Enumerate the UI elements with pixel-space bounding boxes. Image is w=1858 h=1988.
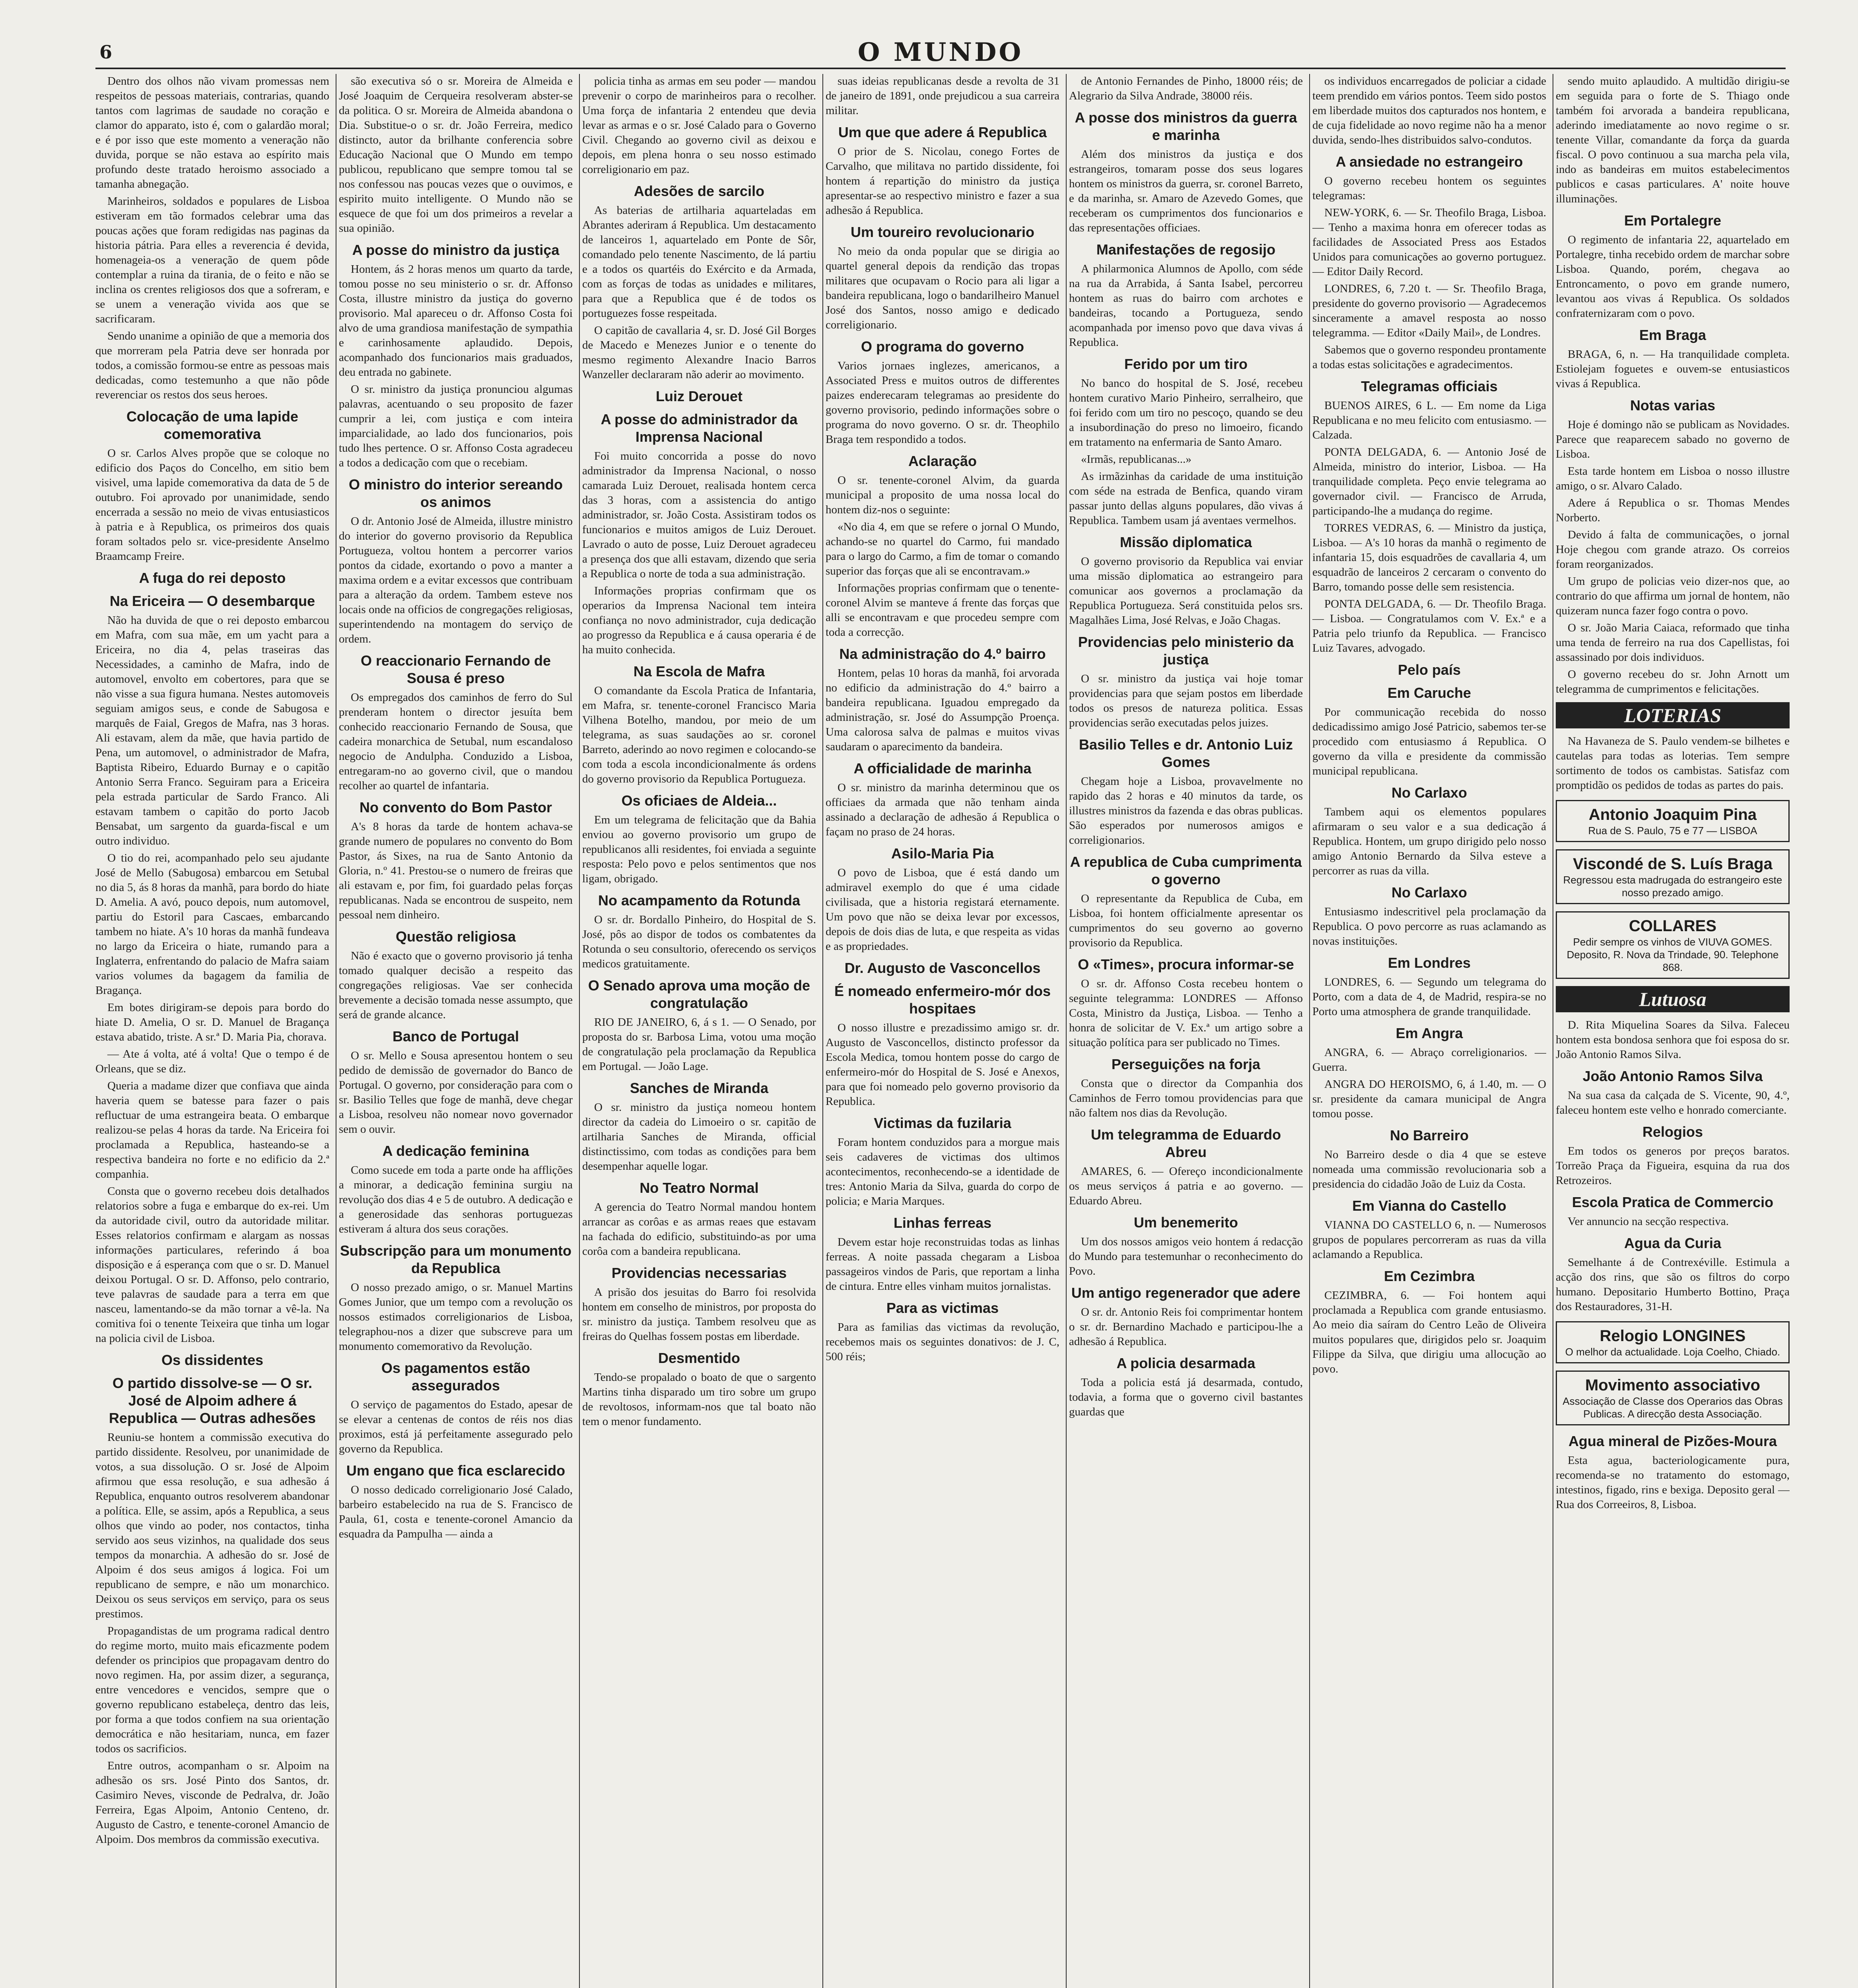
article-paragraph: A philarmonica Alumnos de Apollo, com séde na rua da Arrabida, á Santa Isabel, percorreu hontem as ruas do bairro com archotes e bandeiras, tocando a Portugueza, sendo acompanhada por imenso povo que dava vivas á Republica. — [1069, 262, 1303, 349]
article-paragraph: Esta tarde hontem em Lisboa o nosso illustre amigo, o sr. Alvaro Calado. — [1556, 465, 1790, 492]
article-heading: Para as victimas — [886, 1300, 999, 1316]
article-heading: Aclaração — [908, 453, 977, 469]
article-heading: A policia desarmada — [1116, 1355, 1256, 1371]
article-paragraph: Tendo-se propalado o boato de que o sargento Martins tinha disparado um tiro sobre um grupo de revoltosos, informam-nos que tal boato não tem o menor fundamento. — [582, 1371, 816, 1428]
column-divider — [579, 74, 580, 1988]
article-paragraph: O sr. João Maria Caiaca, reformado que tinha uma tenda de ferreiro na rua dos Capellistas, foi assassinado por dois individuos. — [1556, 621, 1790, 664]
advertisement — [1556, 911, 1790, 979]
article-heading: Na Ericeira — O desembarque — [109, 593, 315, 609]
article-paragraph: ANGRA, 6. — Abraço correligionarios. — Guerra. — [1312, 1046, 1546, 1074]
article-paragraph: O prior de S. Nicolau, conego Fortes de Carvalho, que militava no partido dissidente, foi hontem á repartição do ministro da justiça apresentar-se ao respectivo ministro e fazer a sua adhesão á Republica. — [826, 145, 1059, 217]
article-paragraph: BRAGA, 6, n. — Ha tranquilidade completa. Estiolejam foguetes e ouvem-se entusiasticos vivas á Republica. — [1556, 348, 1790, 390]
article-paragraph: Consta que o governo recebeu dois detalhados relatorios sobre a fuga e embarque do ex-rei. Um da autoridade civil, outro da autoridade militar. Esses relatorios confirmam e alargam as nossas informações particulares, referindo á boa disposição e á esperança com que o sr. D. Manuel deixou Portugal. O sr. D. Affonso, pelo contrario, teve palavras de saudade para a terra em que nasceu, lamentando-se da mão tornar a vê-la. Na comitiva foi o tenente Teixeira que tinha um logar na policia civil de Lisboa. — [95, 1185, 329, 1345]
article-heading: No Barreiro — [1390, 1127, 1469, 1143]
article-paragraph: O governo recebeu hontem os seguintes telegramas: — [1312, 175, 1546, 202]
article-paragraph: O sr. dr. Antonio Reis foi comprimentar hontem o sr. dr. Bernardino Machado e participou-lhe a adhesão á Republica. — [1069, 1306, 1303, 1348]
column-7 — [1556, 74, 1790, 1988]
section-banner: LOTERIAS — [1556, 702, 1790, 728]
article-paragraph: O sr. ministro da justiça nomeou hontem director da cadeia do Limoeiro o sr. capitão de artilharia Sanches de Miranda, official distinctissimo, com todas as condições para bem desempenhar aquelle logar. — [582, 1101, 816, 1173]
advertisement-text: O melhor da actualidade. Loja Coelho, Chiado. — [1565, 1346, 1780, 1358]
columns-container — [95, 74, 1790, 1988]
article-paragraph: Entre outros, acompanham o sr. Alpoim na adhesão os srs. José Pinto dos Santos, dr. Casimiro Neves, visconde de Pedralva, dr. João Ferreira, Egas Alpoim, Antonio Centeno, dr. Augusto de Castro, e tenente-coronel Amancio de Alpoim. Dos membros da commissão executiva. — [95, 1759, 329, 1846]
article-heading: É nomeado enfermeiro-mór dos hospitaes — [834, 983, 1051, 1017]
article-paragraph: TORRES VEDRAS, 6. — Ministro da justiça, Lisboa. — A's 10 horas da manhã o regimento de infantaria 15, dois esquadrões de cavallaria 4, um esquadrão de lanceiros 2 cercaram o convento do Barro, tomando posse delle sem resistencia. — [1312, 522, 1546, 593]
article-heading: Agua mineral de Pizões-Moura — [1568, 1433, 1777, 1449]
article-heading: Um telegramma de Eduardo Abreu — [1090, 1126, 1281, 1160]
article-paragraph: «No dia 4, em que se refere o jornal O Mundo, achando-se no quartel do Carmo, fui mandado para o largo do Carmo, a fim de tomar o comando superior das forças que ali se encontravam.» — [826, 520, 1059, 577]
article-paragraph: AMARES, 6. — Ofereço incondicionalmente os meus serviços á patria e ao governo. — Eduardo Abreu. — [1069, 1165, 1303, 1207]
article-heading: Em Vianna do Castello — [1352, 1198, 1506, 1214]
article-paragraph: O representante da Republica de Cuba, em Lisboa, foi hontem officialmente apresentar os cumprimentos do seu governo ao governo provisorio da Republica. — [1069, 892, 1303, 949]
article-heading: Na administração do 4.º bairro — [839, 646, 1046, 662]
article-heading: A dedicação feminina — [382, 1143, 529, 1159]
article-paragraph: Foram hontem conduzidos para a morgue mais seis cadaveres de victimas dos ultimos acontecimentos, reconhecendo-se a identidade de tres: Antonio Maria da Silva, guarda do corpo de policia; e Maria Marques. — [826, 1136, 1059, 1208]
article-heading: Questão religiosa — [395, 928, 516, 945]
article-heading: Manifestações de regosijo — [1096, 241, 1276, 258]
advertisement — [1556, 1321, 1790, 1363]
article-heading: Na Escola de Mafra — [633, 663, 765, 679]
advertisement-text: Regressou esta madrugada do estrangeiro este nosso prezado amigo. — [1563, 874, 1782, 899]
article-paragraph: A prisão dos jesuitas do Barro foi resolvida hontem em conselho de ministros, por proposta do sr. ministro da justiça. Tambem resolveu que as freiras do Quelhas fossem postas em liberdade. — [582, 1286, 816, 1343]
advertisement-text: Rua de S. Paulo, 75 e 77 — LISBOA — [1588, 825, 1757, 837]
article-heading: A ansiedade no estrangeiro — [1335, 153, 1523, 170]
article-paragraph: PONTA DELGADA, 6. — Antonio José de Almeida, ministro do interior, Lisboa. — Ha tranquilidade completa. Peço envie telegrama ao governador civil. — Francisco de Arruda, participando-lhe a mudança do regime. — [1312, 446, 1546, 517]
article-heading: Relogios — [1642, 1124, 1703, 1140]
article-paragraph: Não ha duvida de que o rei deposto embarcou em Mafra, com sua mãe, em um yacht para a Ericeira, no dia 4, pelas traseiras das Necessidades, a caminho de Mafra, indo de automovel, envolto em cobertores, para que se não visse a sua figura humana. Nestes automoveis seguiam amigos seus, e conde de Sabugosa e marquês de Faial, Gregos de Mafra, nas 3 horas. Ali estavam, alem da mãe, que havia partido de Pena, um automovel, o administrador de Mafra, Baptista Ribeiro, Eduardo Burnay e o capitão Antonio Serra Franco. Seguiram para a Ericeira pela estrada particular de Sardo Franco. Ali estavam tambem o capitão do porto Jacob Bensabat, um sargento da guarda-fiscal e um outro individuo. — [95, 614, 329, 847]
article-paragraph: Informações proprias confirmam que os operarios da Imprensa Nacional tem inteira confiança no novo administrador, cuja dedicação ao progresso da Republica e á causa operaria é de ha muito conhecida. — [582, 584, 816, 656]
article-heading: A posse do administrador da Imprensa Nacional — [601, 411, 798, 445]
article-paragraph: Adere á Republica o sr. Thomas Mendes Norberto. — [1556, 497, 1790, 524]
article-paragraph: O tio do rei, acompanhado pelo seu ajudante José de Mello (Sabugosa) embarcou em Setubal no dia 5, ás 8 horas da manhã, para bordo do hiate D. Amelia. A avó, pouco depois, num automovel, partiu do Estoril para Cascaes, embarcando tambem no hiate. A's 10 horas da manhã fundeava no largo da Ericeira o hiate, rumando para a Inglaterra, enfrentando do palacio de Mafra saiam varios volumes da bagagem da familia de Bragança. — [95, 852, 329, 997]
article-paragraph: A gerencia do Teatro Normal mandou hontem arrancar as corôas e as armas reaes que estavam na fachada do edificio, substituindo-as por uma corôa com a bandeira republicana. — [582, 1201, 816, 1258]
article-heading: Ferido por um tiro — [1124, 356, 1248, 372]
article-paragraph: Chegam hoje a Lisboa, provavelmente no rapido das 2 horas e 40 minutos da tarde, os illustres ministros da fazenda e das obras publicas. São esperados por numerosos amigos e correligionarios. — [1069, 775, 1303, 846]
article-paragraph: O sr. dr. Affonso Costa recebeu hontem o seguinte telegramma: LONDRES — Affonso Costa, Ministro da Justiça, Lisboa. — Tenho a honra de solicitar de V. Ex.ª um artigo sobre a situação política para ser publicado no Times. — [1069, 977, 1303, 1049]
article-heading: Um toureiro revolucionario — [850, 224, 1035, 240]
advertisement-title: COLLARES — [1629, 917, 1716, 935]
article-paragraph: Como sucede em toda a parte onde ha afflições a minorar, a dedicação feminina surgiu na revolução dos dias 4 e 5 de outubro. A dedicação e a generosidade das senhoras portuguezas estiveram á altura dos seus corações. — [339, 1164, 573, 1235]
article-paragraph: As irmãzinhas da caridade de uma instituição com séde na estrada de Benfica, quando viram passar junto dellas alguns populares, dão vivas á Republica. Tambem usam já aventaes vermelhos. — [1069, 470, 1303, 527]
article-paragraph: suas ideias republicanas desde a revolta de 31 de janeiro de 1891, onde prejudicou a sua carreira militar. — [826, 75, 1059, 117]
article-paragraph: O sr. ministro da justiça pronunciou algumas palavras, acentuando o seu proposito de fazer cumprir a lei, com justiça e com inteira imparcialidade, ao lado dos funcionarios, pois tudo lhes pertence. O sr. Affonso Costa agradeceu a todos a dedicação com que o recebiam. — [339, 383, 573, 469]
advertisement-text: Pedir sempre os vinhos de VIUVA GOMES. Deposito, R. Nova da Trindade, 90. Telephone 868. — [1566, 936, 1779, 973]
article-paragraph: Não é exacto que o governo provisorio já tenha tomado qualquer decisão a respeito das congregações religiosas. Vae ser conhecida brevemente a decisão tomada nesse assumpto, que será de grande alcance. — [339, 949, 573, 1021]
article-paragraph: O capitão de cavallaria 4, sr. D. José Gil Borges de Macedo e Menezes Junior e o tenente do mesmo regimento Alexandre Inacio Barros Wanzeller declararam não aderir ao movimento. — [582, 324, 816, 381]
advertisement-title: Movimento associativo — [1585, 1376, 1761, 1394]
article-heading: Perseguições na forja — [1111, 1056, 1261, 1072]
article-paragraph: Reuniu-se hontem a commissão executiva do partido dissidente. Resolveu, por unanimidade de votos, a sua dissolução. O sr. José de Alpoim afirmou que essa resolução, e sua adhesão á Republica, enquanto outros resolverem abandonar a política. Elle, se assim, após a Republica, a seus olhos que vindo ao poder, nos contactos, tinha servido aos seus vizinhos, na qualidade dos seus tempos da monarchia. A adhesão do sr. José de Alpoim é dos seus amigos á logica. Foi um republicano de sempre, e não um monarchico. Deixou os seus serviços em serviço, para os seus prestimos. — [95, 1431, 329, 1620]
article-heading: Adesões de sarcilo — [634, 183, 765, 199]
article-heading: Em Braga — [1639, 327, 1706, 343]
article-paragraph: D. Rita Miquelina Soares da Silva. Faleceu hontem esta bondosa senhora que foi esposa do sr. João Antonio Ramos Silva. — [1556, 1019, 1790, 1061]
article-paragraph: NEW-YORK, 6. — Sr. Theofilo Braga, Lisboa. — Tenho a maxima honra em oferecer todas as facilidades de Associated Press aos Estados Unidos para comunicações ao governo portuguez. — Editor Daily Record. — [1312, 206, 1546, 278]
column-divider — [1309, 74, 1310, 1988]
article-paragraph: Esta agua, bacteriologicamente pura, recomenda-se no tratamento do estomago, intestinos, figado, rins e bexiga. Deposito geral — Rua dos Correeiros, 8, Lisboa. — [1556, 1454, 1790, 1511]
article-heading: Desmentido — [658, 1350, 740, 1366]
article-heading: Banco de Portugal — [392, 1028, 519, 1044]
article-paragraph: Consta que o director da Companhia dos Caminhos de Ferro tomou providencias para que não faltem nos dias da Revolução. — [1069, 1077, 1303, 1119]
article-heading: A posse dos ministros da guerra e marinha — [1075, 109, 1297, 143]
article-paragraph: No banco do hospital de S. José, recebeu hontem curativo Mario Pinheiro, serralheiro, que foi ferido com um tiro no pescoço, quando se deu a insubordinação do preso no limoeiro, ficando em tratamento na enfermaria de Santo Amaro. — [1069, 377, 1303, 448]
column-divider — [1066, 74, 1067, 1988]
article-heading: Colocação de uma lapide comemorativa — [126, 408, 299, 442]
article-heading: Dr. Augusto de Vasconcellos — [844, 960, 1041, 976]
article-paragraph: O dr. Antonio José de Almeida, illustre ministro do interior do governo provisorio da Republica Portugueza, voltou hontem a percorrer varios pontos da cidade, exortando o povo a manter a maxima ordem e a evitar excessos que contribuam para a alteração da ordem. Tambem esteve nos locais onde na officios de congregações religiosas, superintendendo na montagem do serviço de ordem. — [339, 515, 573, 645]
article-paragraph: Informações proprias confirmam que o tenente-coronel Alvim se manteve á frente das forças que alli se encontravam e que procedeu sempre com toda a correcção. — [826, 582, 1059, 639]
article-heading: Um antigo regenerador que adere — [1071, 1285, 1301, 1301]
article-paragraph: Propagandistas de um programa radical dentro do regime morto, muito mais eficazmente podem defender os principios que propagavam dentro do novo regimen. Ha, por assim dizer, a segurança, entre vencedores e vencidos, sempre que o governo republicano estabeleça, dentro das leis, por forma a que todos confiem na sua orientação democrática e não hesitariam, nunca, em fazer todos os sacrificios. — [95, 1625, 329, 1755]
article-paragraph: Os empregados dos caminhos de ferro do Sul prenderam hontem o director jesuíta bem conhecido reaccionario Fernando de Sousa, que cadeira monarchica de Setubal, num escandaloso negocio de Andulpha. Conduzido a Lisboa, entregaram-no ao governo civil, que o mandou recolher ao quartel de infantaria. — [339, 691, 573, 792]
article-heading: O partido dissolve-se — O sr. José de Alpoim adhere á Republica — Outras adhesões — [109, 1375, 316, 1426]
advertisement-title: Relogio LONGINES — [1600, 1327, 1746, 1345]
advertisement — [1556, 1371, 1790, 1425]
article-heading: No Carlaxo — [1391, 784, 1467, 801]
column-5 — [1069, 74, 1303, 1988]
article-paragraph: Entusiasmo indescritivel pela proclamação da Republica. O povo percorre as ruas aclamando as novas instituições. — [1312, 905, 1546, 947]
article-heading: Os oficiaes de Aldeia... — [621, 792, 777, 809]
article-paragraph: Por communicação recebida do nosso dedicadissimo amigo José Patricio, sabemos ter-se procedido com entusiasmo á Republica. O governo da villa e presidente da commissão municipal republicana. — [1312, 706, 1546, 777]
article-heading: Notas varias — [1630, 397, 1716, 414]
article-paragraph: Devem estar hoje reconstruidas todas as linhas ferreas. A noite passada chegaram a Lisboa passageiros vindos de Paris, que reportam a linha de cintura. Entre elles vinham muitos jornalistas. — [826, 1236, 1059, 1293]
article-heading: O programa do governo — [861, 338, 1024, 355]
article-paragraph: Toda a policia está já desarmada, contudo, todavia, a forma que o governo civil bastantes guardas que — [1069, 1376, 1303, 1418]
article-heading: Em Angra — [1395, 1025, 1463, 1041]
article-paragraph: Devido á falta de communicações, o jornal Hoje chegou com grande atrazo. Os correios foram reorganizados. — [1556, 528, 1790, 571]
article-heading: No Teatro Normal — [639, 1180, 759, 1196]
newspaper-title: O MUNDO — [857, 37, 1024, 67]
article-heading: Um engano que fica esclarecido — [346, 1462, 566, 1479]
article-paragraph: As baterias de artilharia aquarteladas em Abrantes aderiram á Republica. Um destacamento de lanceiros 1, aquartelado em Ponte de Sôr, comandado pelo tenente Nascimento, de lá partiu e a todos os quartéis do Exército e da Armada, com as forças de todas as unidades e militares, para que a Republica que é de todos os portuguezes fosse respeitada. — [582, 204, 816, 320]
article-paragraph: O sr. tenente-coronel Alvim, da guarda municipal a proposito de uma nossa local do hontem diz-nos o seguinte: — [826, 474, 1059, 516]
article-paragraph: Hontem, ás 2 horas menos um quarto da tarde, tomou posse no seu ministerio o sr. dr. Affonso Costa, illustre ministro da justiça do governo provisorio. Mal apareceu o dr. Affonso Costa foi alvo de uma grandiosa manifestação de sympathia e carinhosamente aplaudido. Depois, acompanhado dos funcionarios mais graduados, deu entrada no gabinete. — [339, 263, 573, 379]
article-heading: Os dissidentes — [161, 1352, 264, 1368]
article-heading: Linhas ferreas — [893, 1215, 992, 1231]
column-divider — [822, 74, 823, 1988]
column-4 — [826, 74, 1059, 1988]
advertisement-title: Antonio Joaquim Pina — [1588, 806, 1757, 823]
article-heading: Um que que adere á Republica — [838, 124, 1047, 140]
article-paragraph: RIO DE JANEIRO, 6, á s 1. — O Senado, por proposta do sr. Barbosa Lima, votou uma moção de congratulação pela proclamação da Republica em Portugal. — João Lage. — [582, 1016, 816, 1073]
article-paragraph: O nosso prezado amigo, o sr. Manuel Martins Gomes Junior, que um tempo com a revolução os nossos estimados correligionarios de Lisboa, telegraphou-nos a dizer que subscreve para um monumento comemorativo da Revolução. — [339, 1281, 573, 1353]
masthead — [95, 37, 1786, 69]
article-paragraph: LONDRES, 6. — Segundo um telegrama do Porto, com a data de 4, de Madrid, respira-se no Porto uma atmosphera de grande tranquilidade. — [1312, 976, 1546, 1018]
article-paragraph: O sr. ministro da justiça vai hoje tomar providencias para que sejam postos em liberdade todos os presos de natureza politica. Essas providencias serão executadas pelos juizes. — [1069, 672, 1303, 729]
article-heading: Sanches de Miranda — [630, 1080, 769, 1096]
article-paragraph: Um grupo de policias veio dizer-nos que, ao contrario do que affirma um jornal de hontem, não quizeram nunca fazer fogo contra o povo. — [1556, 575, 1790, 617]
article-heading: O «Times», procura informar-se — [1078, 956, 1294, 973]
article-paragraph: Hoje é domingo não se publicam as Novidades. Parece que reaparecem sabado no governo de Lisboa. — [1556, 418, 1790, 460]
article-paragraph: O sr. Mello e Sousa apresentou hontem o seu pedido de demissão de governador do Banco de Portugal. O governo, por consideração para com o sr. Basilio Telles que foge de manhã, deve chegar a Lisboa, resolveu não nomear novo governador sem o ouvir. — [339, 1049, 573, 1136]
article-heading: João Antonio Ramos Silva — [1582, 1068, 1763, 1084]
article-paragraph: Em botes dirigiram-se depois para bordo do hiate D. Amelia, O sr. D. Manuel de Bragança estava abatido, triste. A sr.ª D. Maria Pia, chorava. — [95, 1001, 329, 1043]
article-paragraph: O sr. dr. Bordallo Pinheiro, do Hospital de S. José, pôs ao dispor de todos os combatentes da Rotunda o seu consultorio, oferecendo os serviços medicos gratuitamente. — [582, 913, 816, 970]
article-heading: A posse do ministro da justiça — [352, 242, 560, 258]
article-paragraph: Na sua casa da calçada de S. Vicente, 90, 4.º, faleceu hontem este velho e honrado comerciante. — [1556, 1089, 1790, 1116]
article-paragraph: Sabemos que o governo respondeu prontamente a todas estas solicitações e agradecimentos. — [1312, 344, 1546, 371]
article-paragraph: Semelhante á de Contrexéville. Estimula a acção dos rins, que são os filtros do corpo humano. Depositario Humberto Bottino, Praça dos Restauradores, 31-H. — [1556, 1256, 1790, 1313]
article-paragraph: No Barreiro desde o dia 4 que se esteve nomeada uma commissão revolucionaria sob a presidencia do cidadão João de Luiz da Costa. — [1312, 1148, 1546, 1190]
article-paragraph: O sr. Carlos Alves propõe que se coloque no edificio dos Paços do Concelho, em sitio bem visivel, uma lapide comemorativa da data de 5 de outubro. Foi aprovado por unanimidade, sendo encerrada a sessão no meio de vivas entusiasticos à patria e à Republica, os primeiros dos quais foram soltados pelo sr. vice-presidente Anselmo Braamcamp Freire. — [95, 447, 329, 563]
column-6 — [1312, 74, 1546, 1988]
article-paragraph: Na Havaneza de S. Paulo vendem-se bilhetes e cautelas para todas as loterias. Tem sempre sortimento de todos os cambistas. Satisfaz com promptidão os pedidos de todas as partes do pais. — [1556, 735, 1790, 792]
article-paragraph: Além dos ministros da justiça e dos estrangeiros, tomaram posse dos seus logares hontem os ministros da guerra, sr. coronel Barreto, e da marinha, sr. Amaro de Azevedo Gomes, que receberam os cumprimentos dos funcionarios e das representações officiaes. — [1069, 148, 1303, 234]
article-paragraph: LONDRES, 6, 7.20 t. — Sr. Theofilo Braga, presidente do governo provisorio — Agradecemos sinceramente a amavel resposta ao nosso telegramma. — Editor «Daily Mail», de Londres. — [1312, 282, 1546, 339]
article-paragraph: — Ate á volta, até á volta! Que o tempo é de Orleans, que se diz. — [95, 1048, 329, 1075]
article-paragraph: são executiva só o sr. Moreira de Almeida e José Joaquim de Cerqueira resolveram abster-se da politica. O sr. Moreira de Almeida abandona o Dia. Substitue-o o sr. dr. João Ferreira, medico distincto, autor da brilhante conferencia sobre Educação Nacional que O Mundo em tempo publicou, republicano que sempre tomou tal se nos confessou nas poucas vezes que o ouvimos, e espirito muito intelligente. O Mundo não se esquece de que foi um dos primeiros a revelar a sua opinião. — [339, 75, 573, 235]
article-heading: Missão diplomatica — [1119, 534, 1252, 550]
article-heading: Providencias pelo ministerio da justiça — [1078, 634, 1294, 668]
column-3 — [582, 74, 816, 1988]
article-paragraph: ANGRA DO HEROISMO, 6, á 1.40, m. — O sr. presidente da camara municipal de Angra tomou posse. — [1312, 1078, 1546, 1120]
article-heading: O Senado aprova uma moção de congratulação — [588, 977, 810, 1011]
article-paragraph: Sendo unanime a opinião de que a memoria dos que morreram pela Patria deve ser honrada por todos, a comissão formou-se entre as pessoas mais dedicadas, como testemunho a que não pôde reverenciar os restos dos seus heroes. — [95, 330, 329, 401]
article-heading: O reaccionario Fernando de Sousa é preso — [360, 652, 551, 686]
article-paragraph: O governo recebeu do sr. John Arnott um telegramma de cumprimentos e felicitações. — [1556, 668, 1790, 695]
article-heading: No Carlaxo — [1391, 884, 1467, 901]
article-paragraph: Queria a madame dizer que confiava que ainda haveria quem se batesse para fazer o pais refluctuar de uma estrangeira beata. O embarque realizou-se pelas 4 horas da tarde. Na Ericeira foi proclamada a Republica, hasteando-se a respectiva bandeira no forte e no edificio da 2.ª companhia. — [95, 1079, 329, 1180]
article-heading: Telegramas officiais — [1361, 378, 1498, 394]
article-paragraph: Varios jornaes inglezes, americanos, a Associated Press e muitos outros de differentes paizes enderecaram telegramas ao presidente do governo provisorio, pedindo informações sobre o programa do novo governo. O sr. dr. Theophilo Braga tem respondido a todos. — [826, 359, 1059, 446]
article-heading: A officialidade de marinha — [853, 760, 1032, 777]
article-heading: Em Londres — [1388, 955, 1471, 971]
article-paragraph: Hontem, pelas 10 horas da manhã, foi arvorada no edificio da administração do 4.º bairro a bandeira republicana. Iguadou empregado da administração, sr. José do Assumpção Proença. Uma calorosa salva de palmas e muitos vivas saudaram o aparecimento da bandeira. — [826, 667, 1059, 753]
article-paragraph: No meio da onda popular que se dirigia ao quartel general depois da rendição das tropas militares que ocupavam o Rocio para ali ligar a bandeira republicana, logo o bandarilheiro Manuel José dos Santos, nosso amigo e dedicado correligionario. — [826, 245, 1059, 331]
article-heading: Em Portalegre — [1624, 212, 1722, 229]
advertisement — [1556, 849, 1790, 904]
article-heading: Asilo-Maria Pia — [891, 845, 994, 862]
article-paragraph: O sr. ministro da marinha determinou que os officiaes da armada que não tenham ainda assinado a declaração de adhesão á Republica o façam no praso de 24 horas. — [826, 781, 1059, 838]
article-heading: A fuga do rei deposto — [139, 570, 286, 586]
article-paragraph: O comandante da Escola Pratica de Infantaria, em Mafra, sr. tenente-coronel Francisco Maria Vilhena Botelho, mandou, por meio de um telegrama, as suas saudações ao sr. coronel Barreto, aderindo ao novo regimen e colocando-se com toda a escola incondicionalmente ás ordens do governo provisorio da Republica Portugueza. — [582, 684, 816, 785]
article-paragraph: O nosso illustre e prezadissimo amigo sr. dr. Augusto de Vasconcellos, distincto professor da Escola Medica, tomou hontem posse do cargo de enfermeiro-mór do Hospital de S. José e Anexos, para que foi nomeado pelo governo provisorio da Republica. — [826, 1021, 1059, 1108]
article-paragraph: Em um telegrama de felicitação que da Bahia enviou ao governo provisorio um grupo de republicanos alli residentes, foi enviada a seguinte resposta: Pelo povo e pelos sentimentos que nos ligam, obrigado. — [582, 813, 816, 885]
article-heading: Em Cezimbra — [1384, 1268, 1475, 1284]
article-heading: Pelo país — [1397, 662, 1461, 678]
article-heading: Os pagamentos estão assegurados — [381, 1360, 531, 1394]
article-paragraph: A's 8 horas da tarde de hontem achava-se grande numero de populares no convento do Bom Pastor, ás Sixes, na rua de Santo Antonio da Gloria, n.º 41. Prestou-se o numero de freiras que ali estavam e, por fim, foi guardado pelas forças republicanas. Nada se encontrou de suspeito, nem pessoal nem dinheiro. — [339, 820, 573, 921]
article-paragraph: Ver annuncio na secção respectiva. — [1568, 1215, 1729, 1228]
article-heading: A republica de Cuba cumprimenta o governo — [1070, 854, 1302, 887]
advertisement-text: Associação de Classe dos Operarios das Obras Publicas. A direcção desta Associação. — [1563, 1395, 1783, 1420]
article-heading: Providencias necessarias — [611, 1265, 787, 1281]
article-heading: Escola Pratica de Commercio — [1572, 1194, 1774, 1210]
column-1 — [95, 74, 329, 1988]
article-paragraph: de Antonio Fernandes de Pinho, 18000 réis; de Alegrario da Silva Andrade, 38000 réis. — [1069, 75, 1303, 102]
article-paragraph: «Irmãs, republicanas...» — [1081, 453, 1191, 466]
advertisement-title: Viscondé de S. Luís Braga — [1573, 855, 1772, 873]
article-heading: Em Caruche — [1387, 685, 1471, 701]
column-2 — [339, 74, 573, 1988]
article-paragraph: Foi muito concorrida a posse do novo administrador da Imprensa Nacional, o nosso camarada Luiz Derouet, realisada hontem cerca das 3 horas, com a assistencia do antigo administrador, sr. João Costa. Assistiram todos os funcionarios e muitos amigos de Luiz Derouet. Lavrado o auto de posse, Luiz Derouet agradeceu a presença dos que alli estavam, dizendo que seria a Republica o norte de toda a sua administração. — [582, 450, 816, 580]
article-paragraph: Tambem aqui os elementos populares afirmaram o seu valor e a sua dedicação á Republica. Hontem, um grupo dirigido pelo nosso amigo Antonio Bernardo da Silva esteve a percorrer as ruas da villa. — [1312, 806, 1546, 877]
article-paragraph: Em todos os generos por preços baratos. Torreão Praça da Figueira, esquina da rua dos Retrozeiros. — [1556, 1145, 1790, 1187]
article-heading: Basilio Telles e dr. Antonio Luiz Gomes — [1079, 736, 1293, 770]
article-paragraph: Um dos nossos amigos veio hontem á redacção do Mundo para testemunhar o reconhecimento do Povo. — [1069, 1235, 1303, 1277]
article-paragraph: BUENOS AIRES, 6 L. — Em nome da Liga Republicana e no meu felicito com entusiasmo. — Calzada. — [1312, 399, 1546, 441]
article-paragraph: O povo de Lisboa, que é está dando um admiravel exemplo do que é uma cidade civilisada, que a historia registará eternamente. Um povo que não se deixa levar por excessos, depois de dois dias de luta, e que respeita as vidas e as propriedades. — [826, 866, 1059, 953]
page-number: 6 — [99, 41, 113, 63]
article-heading: Um benemerito — [1133, 1214, 1238, 1231]
article-heading: O ministro do interior sereando os animos — [348, 476, 563, 510]
article-paragraph: Marinheiros, soldados e populares de Lisboa estiveram em tão formados celebrar uma das poucas ações que foram redigidas nas paginas da historia pátria. Para elles a reverencia é devida, homenageia-os a veneração de quem pôde contemplar a ruina da tirania, de o feito e não se inclina os crentes religiosos dos que a sofreram, e se unem a veneração vivida aos que se sacrificaram. — [95, 195, 329, 325]
article-paragraph: O governo provisorio da Republica vai enviar uma missão diplomatica ao estrangeiro para comunicar aos governos a proclamação da Republica Portugueza. Será constituida pelos srs. Magalhães Lima, José Relvas, e João Chagas. — [1069, 555, 1303, 627]
article-paragraph: sendo muito aplaudido. A multidão dirigiu-se em seguida para o forte de S. Thiago onde também foi arvorada a bandeira republicana, aderindo imediatamente ao novo regime o sr. tenente Villar, comandante da força da guarda fiscal. O povo continuou a sua marcha pela vila, indo as bandeiras em muitos estabelecimentos publicos e casas particulares. A' noite houve illuminações. — [1556, 75, 1790, 205]
article-paragraph: O nosso dedicado correligionario José Calado, barbeiro estabelecido na rua de S. Francisco de Paula, 61, costa e tenente-coronel Amancio da esquadra da Pampulha — ainda a — [339, 1483, 573, 1540]
article-paragraph: O serviço de pagamentos do Estado, apesar de se elevar a centenas de contos de réis nos dias proximos, está já perfeitamente assegurado pelo governo da Republica. — [339, 1398, 573, 1455]
article-heading: No convento do Bom Pastor — [359, 799, 552, 815]
advertisement — [1556, 800, 1790, 842]
section-banner: Lutuosa — [1556, 986, 1790, 1012]
article-paragraph: VIANNA DO CASTELLO 6, n. — Numerosos grupos de populares percorreram as ruas da villa aclamando a Republica. — [1312, 1219, 1546, 1261]
article-heading: Subscripção para um monumento da Republica — [340, 1242, 572, 1276]
article-paragraph: PONTA DELGADA, 6. — Dr. Theofilo Braga. — Lisboa. — Congratulamos com V. Ex.ª e a Patria pelo triunfo da Republica. — Francisco Luiz Tavares, advogado. — [1312, 598, 1546, 654]
article-paragraph: Para as familias das victimas da revolução, recebemos mais os seguintes donativos: de J. C, 500 réis; — [826, 1321, 1059, 1363]
article-heading: Agua da Curia — [1624, 1235, 1722, 1251]
article-paragraph: Dentro dos olhos não vivam promessas nem respeitos de pessoas materiais, contrarias, quando tantos com lagrimas de saudade no coração e clamor do apparato, isto é, com o galardão moral; e é por isso que este momento a veneração não duvida, porque se não estava ao espírito mais profundo deste tratado heroismo associado a tamanha abnegação. — [95, 75, 329, 190]
article-heading: Victimas da fuzilaria — [874, 1115, 1011, 1131]
article-paragraph: policia tinha as armas em seu poder — mandou prevenir o corpo de marinheiros para o recolher. Uma força de infantaria 2 entendeu que devia levar as armas e o sr. José Calado para o Governo Civil. Chegando ao governo civil as deixou e depois, em plena honra o seu nosso estimado correligionario em paz. — [582, 75, 816, 176]
article-paragraph: O regimento de infantaria 22, aquartelado em Portalegre, tinha recebido ordem de marchar sobre Lisboa. Quando, porém, chegava ao Entroncamento, o povo em grande numero, levantou aos vivas á Republica. Os soldados confraternizaram com o povo. — [1556, 233, 1790, 320]
article-heading: Luiz Derouet — [655, 388, 742, 404]
article-paragraph: CEZIMBRA, 6. — Foi hontem aqui proclamada a Republica com grande entusiasmo. Ao meio dia saíram do Centro Leão de Oliveira muitos populares que, dirigidos pelo sr. Joaquim Filippe da Silva, que dirigiu uma allocução ao povo. — [1312, 1289, 1546, 1375]
article-paragraph: os individuos encarregados de policiar a cidade teem prendido em vários pontos. Teem sido postos em liberdade muitos dos capturados nos hontem, e de cuja fidelidade ao novo regime não ha a menor duvida, sendo-lhes distribuidos salvo-condutos. — [1312, 75, 1546, 146]
article-heading: No acampamento da Rotunda — [598, 892, 801, 909]
